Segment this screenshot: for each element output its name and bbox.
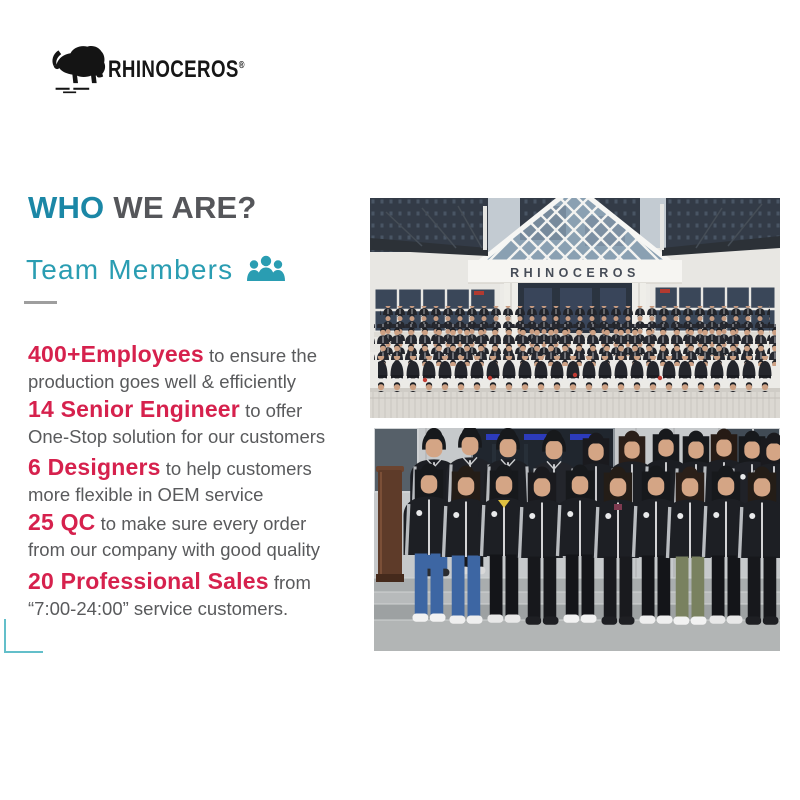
team-front-row [404,464,781,625]
stat-line1 [28,568,373,595]
stat-line1 [28,454,373,481]
stat-designers [28,454,373,507]
stat-line1 [28,341,373,368]
stat-employees [28,341,373,394]
stat-line2: One-Stop solution for our customers [28,426,326,447]
section-title-label: Team Members [26,254,234,285]
team-photo [374,428,780,651]
stat-highlight: 14 Senior Engineer [28,396,240,422]
stat-line2: more flexible in OEM service [28,484,264,505]
corner-bracket-decoration [4,619,43,653]
registered-mark: ® [238,60,245,71]
stat-engineers [28,396,373,449]
divider-dash [24,301,57,304]
stat-line1 [28,509,373,536]
stat-line2: “7:00-24:00” service customers. [28,598,289,619]
page-title [28,190,257,226]
stat-line2: from our company with good quality [28,539,321,560]
stat-sales [28,568,373,621]
stat-tail: to help customers [160,458,312,479]
section-title [26,251,287,289]
stat-line2: production goes well & efficiently [28,371,297,392]
stat-highlight: 20 Professional Sales [28,568,269,594]
stat-highlight: 6 Designers [28,454,161,480]
stat-line1 [28,396,373,423]
page-title-accent: WHO [28,190,105,225]
building-photo [370,198,780,418]
stat-tail: to make sure every order [95,513,307,534]
rhinoceros-icon [50,42,106,98]
stat-tail: to offer [239,400,303,421]
page-title-rest: WE ARE? [113,190,257,225]
brand-text: RHINOCEROS [108,56,239,83]
brand-logo [50,42,284,98]
stat-tail: to ensure the [203,345,317,366]
stat-tail: from [268,572,311,593]
stat-highlight: 400+Employees [28,341,204,367]
building-sign-text: RHINOCEROS [510,266,640,280]
team-members-icon [233,251,287,289]
stat-qc [28,509,373,562]
brand-name [108,56,245,84]
stat-highlight: 25 QC [28,509,96,535]
